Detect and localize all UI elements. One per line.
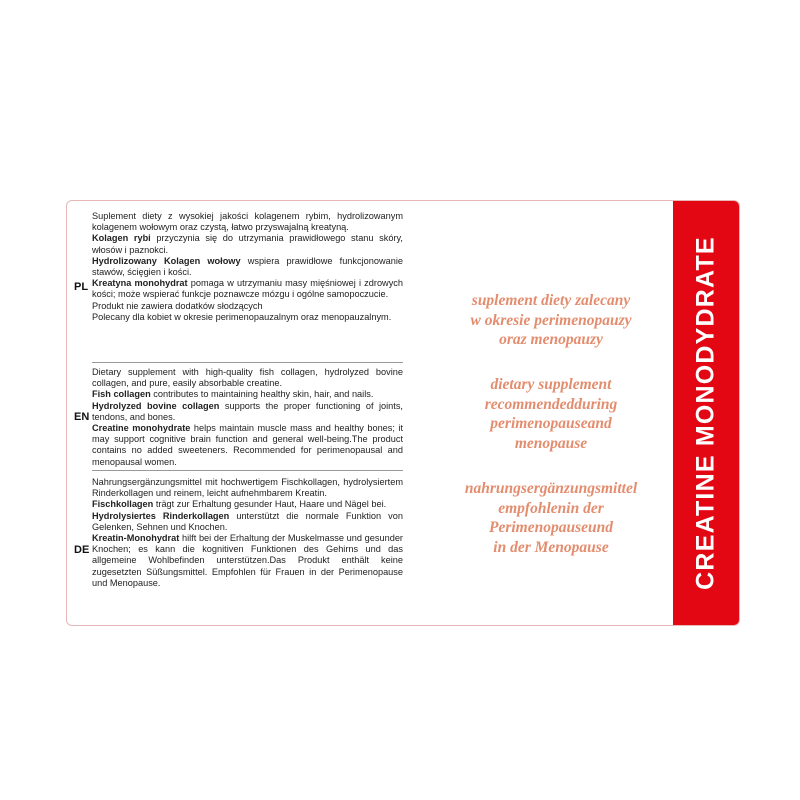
pl-line-2: Hydrolizowany Kolagen wołowy wspiera prawidłowe funkcjonowanie stawów, ścięgien i kości.	[92, 255, 403, 278]
recommendation-line: empfohlenin der	[498, 499, 604, 517]
section-de	[92, 477, 403, 589]
recommendation-line: dietary supplement	[490, 376, 612, 393]
section-en	[92, 367, 403, 468]
recommendation-line: nahrungsergänzungsmittel	[464, 480, 638, 497]
de-line-3: Kreatin-Monohydrat hilft bei der Erhaltung der Muskelmasse und gesunder Knochen; es kann die kognitiven Funktionen des Gehirns und das allgemeine Wohlbefinden unterstützen.Das Produkt enthält keine zugesetzten Süßungsmittel. Empfohlen für Frauen in der Perimenopause und Menopause.	[92, 533, 403, 588]
en-line-0: Dietary supplement with high-quality fish collagen, hydrolyzed bovine collagen, and pure, easily absorbable creatine.	[92, 367, 403, 389]
pl-line-3: Kreatyna monohydrat pomaga w utrzymaniu masy mięśniowej i zdrowych kości; może wspierać funkcje poznawcze mózgu i ogólne samopoczucie.	[92, 278, 403, 300]
pl-line-5: Polecany dla kobiet w okresie perimenopauzalnym oraz menopauzalnym.	[92, 311, 392, 322]
de-line-0: Nahrungsergänzungsmittel mit hochwertigem Fischkollagen, hydrolysiertem Rinderkollagen und reinem, leicht aufnehmbarem Kreatin.	[92, 477, 403, 499]
pl-line-0: Suplement diety z wysokiej jakości kolagenem rybim, hydrolizowanym kolagenem wołowym oraz czystą, łatwo przyswajalną kreatyną.	[92, 211, 403, 233]
en-line-1: Fish collagen contributes to maintaining healthy skin, hair, and nails.	[92, 389, 374, 400]
recommendation-line: suplement diety zalecany	[471, 292, 631, 309]
recommendation-line: w okresie perimenopauzy	[470, 311, 632, 329]
recommendation-line: perimenopauseand	[490, 415, 612, 432]
product-title-band	[673, 201, 739, 625]
lang-code-pl: PL	[74, 281, 89, 293]
pl-line-1: Kolagen rybi przyczynia się do utrzymania prawidłowego stanu skóry, włosów i paznokci.	[92, 233, 403, 255]
en-line-3: Creatine monohydrate helps maintain muscle mass and healthy bones; it may support cognitive brain function and general well-being.The product contains no added sweeteners. Recommended for perimenopausal and menopausal women.	[92, 423, 403, 467]
recommendation-en	[427, 375, 675, 453]
de-line-1: Fischkollagen trägt zur Erhaltung gesunder Haut, Haare und Nägel bei.	[92, 499, 387, 510]
recommendation-line: in der Menopause	[493, 538, 609, 556]
recommendation-line: menopause	[514, 434, 588, 452]
de-line-2: Hydrolysiertes Rinderkollagen unterstützt die normale Funktion von Gelenken, Sehnen und Knochen.	[92, 510, 403, 532]
section-divider	[92, 470, 403, 471]
product-label	[66, 200, 740, 626]
lang-code-en: EN	[74, 411, 90, 423]
en-line-2: Hydrolyzed bovine collagen supports the proper functioning of joints, tendons, and bones.	[92, 400, 403, 422]
product-title: CREATINE MONODYDRATE	[691, 236, 720, 590]
recommendation-de	[427, 479, 675, 557]
recommendation-line: Perimenopauseund	[488, 519, 613, 536]
recommendation-pl	[427, 291, 675, 350]
section-pl	[92, 211, 403, 323]
recommendation-line: oraz menopauzy	[499, 331, 603, 348]
recommendation-line: recommendedduring	[484, 395, 618, 413]
pl-line-4: Produkt nie zawiera dodatków słodzących	[92, 300, 263, 311]
section-divider	[92, 362, 403, 363]
lang-code-de: DE	[74, 544, 90, 556]
